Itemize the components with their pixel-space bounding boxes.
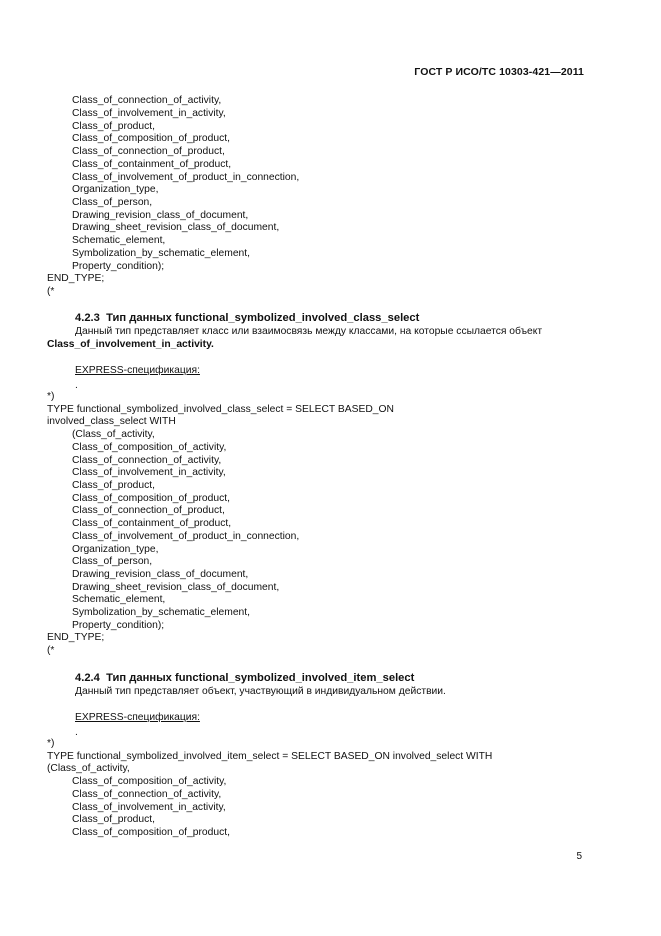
list-item: Class_of_composition_of_activity, — [72, 776, 227, 787]
list-item: Class_of_involvement_of_product_in_connection, — [72, 172, 300, 183]
list-item: Class_of_person, — [72, 556, 153, 567]
section-description: Данный тип представляет объект, участвующий в индивидуальном действии. — [75, 686, 446, 697]
comment-open: (* — [47, 645, 55, 656]
list-item: Symbolization_by_schematic_element, — [72, 607, 250, 618]
list-item: Class_of_involvement_in_activity, — [72, 467, 226, 478]
comment-open: (* — [47, 286, 55, 297]
list-item: Schematic_element, — [72, 235, 166, 246]
list-item: Symbolization_by_schematic_element, — [72, 248, 250, 259]
express-spec-label: EXPRESS-спецификация: — [75, 712, 200, 723]
list-item: Schematic_element, — [72, 594, 166, 605]
page-number: 5 — [576, 851, 582, 862]
list-item: Class_of_connection_of_activity, — [72, 789, 222, 800]
list-item: Class_of_composition_of_product, — [72, 493, 230, 504]
list-item: Class_of_composition_of_product, — [72, 827, 230, 838]
entity-reference: Class_of_involvement_in_activity. — [47, 339, 214, 350]
type-declaration: TYPE functional_symbolized_involved_item_select = SELECT BASED_ON involved_select WITH — [47, 751, 493, 762]
section-heading — [75, 312, 419, 324]
list-item: Class_of_product, — [72, 814, 155, 825]
express-dot: . — [75, 380, 78, 391]
list-item: (Class_of_activity, — [47, 763, 130, 774]
comment-close: *) — [47, 391, 55, 402]
list-item: Drawing_sheet_revision_class_of_document, — [72, 222, 280, 233]
list-item: Class_of_composition_of_activity, — [72, 442, 227, 453]
type-declaration: TYPE functional_symbolized_involved_class_select = SELECT BASED_ON — [47, 404, 394, 415]
list-item: Class_of_product, — [72, 480, 155, 491]
section-number: 4.2.4 — [75, 672, 100, 684]
list-item: Class_of_involvement_in_activity, — [72, 802, 226, 813]
list-item: Class_of_containment_of_product, — [72, 159, 232, 170]
list-item: Class_of_person, — [72, 197, 153, 208]
type-declaration-cont: involved_class_select WITH — [47, 416, 176, 427]
list-item: Class_of_product, — [72, 121, 155, 132]
express-spec-label: EXPRESS-спецификация: — [75, 365, 200, 376]
list-item: Class_of_connection_of_activity, — [72, 455, 222, 466]
list-item: (Class_of_activity, — [72, 429, 155, 440]
list-item: Property_condition); — [72, 261, 165, 272]
list-item: Organization_type, — [72, 184, 159, 195]
section-heading — [75, 672, 414, 684]
list-item: Class_of_composition_of_product, — [72, 133, 230, 144]
list-item: Drawing_revision_class_of_document, — [72, 210, 249, 221]
section-description: Данный тип представляет класс или взаимосвязь между классами, на которые ссылается объект — [75, 326, 543, 337]
comment-close: *) — [47, 738, 55, 749]
end-type: END_TYPE; — [47, 273, 105, 284]
section-title: Тип данных functional_symbolized_involved_item_select — [106, 672, 415, 684]
list-item: Drawing_revision_class_of_document, — [72, 569, 249, 580]
list-item: Class_of_connection_of_product, — [72, 505, 225, 516]
list-item: Drawing_sheet_revision_class_of_document, — [72, 582, 280, 593]
list-item: Class_of_involvement_in_activity, — [72, 108, 226, 119]
list-item: Class_of_involvement_of_product_in_connection, — [72, 531, 300, 542]
list-item: Organization_type, — [72, 544, 159, 555]
section-title: Тип данных functional_symbolized_involved_class_select — [106, 312, 420, 324]
section-number: 4.2.3 — [75, 312, 100, 324]
list-item: Class_of_containment_of_product, — [72, 518, 232, 529]
end-type: END_TYPE; — [47, 632, 105, 643]
express-dot: . — [75, 727, 78, 738]
list-item: Class_of_connection_of_activity, — [72, 95, 222, 106]
list-item: Property_condition); — [72, 620, 165, 631]
page-header: ГОСТ Р ИСО/ТС 10303-421—2011 — [414, 66, 584, 78]
list-item: Class_of_connection_of_product, — [72, 146, 225, 157]
